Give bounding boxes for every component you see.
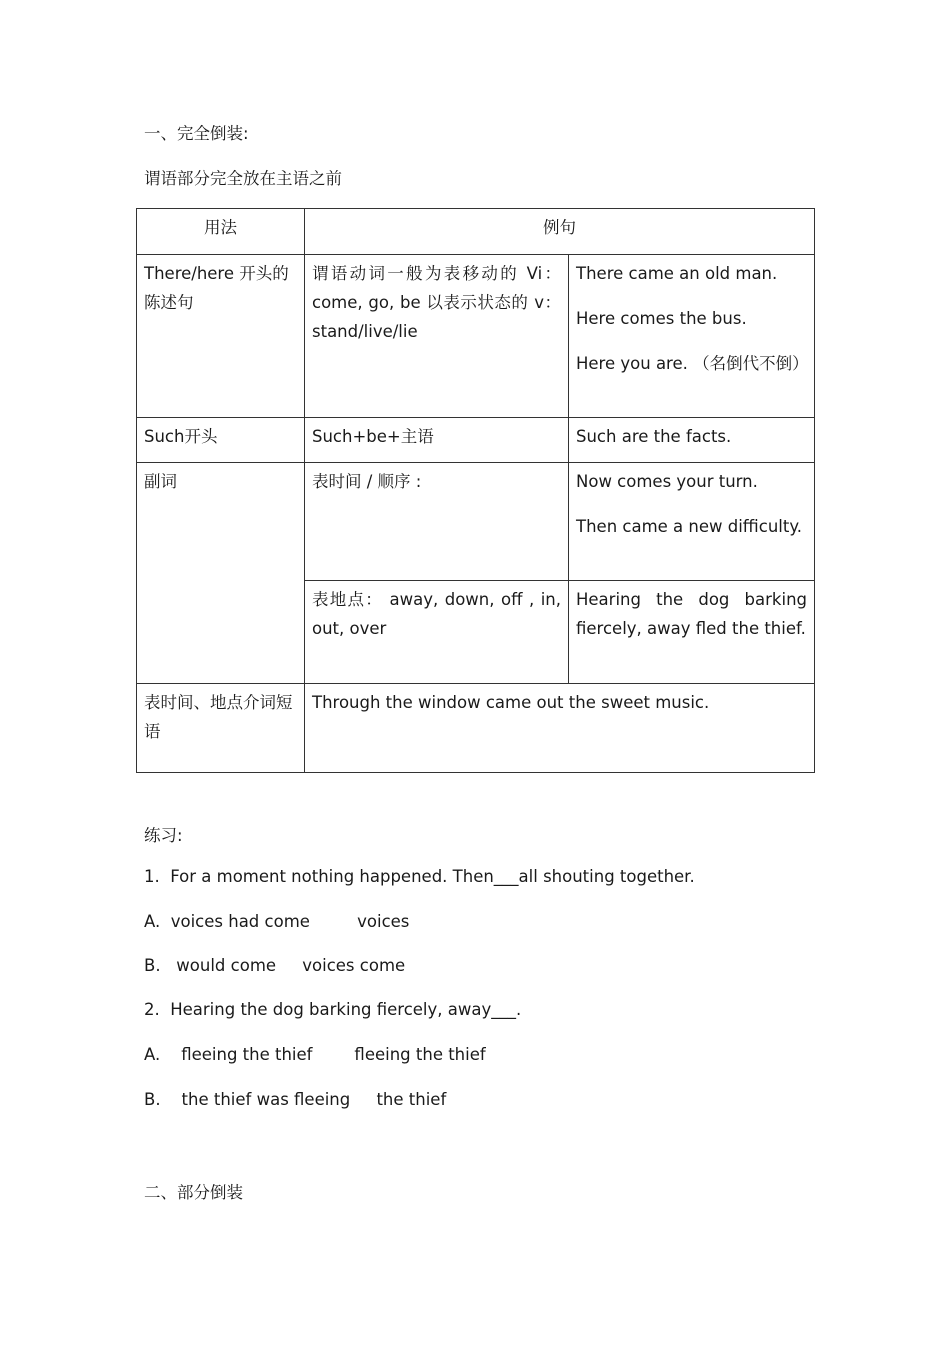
- example-cell: [569, 581, 815, 684]
- exercise-title: 练习:: [144, 826, 183, 845]
- rule-cell: 谓语动词一般为表移动的 Vi：come, go, be 以表示状态的 v：stand/live/lie: [305, 255, 569, 418]
- exercise-question-2: 2. Hearing the dog barking fiercely, away___.: [144, 1000, 522, 1019]
- usage-cell: 表时间、地点介词短语: [137, 684, 305, 773]
- section-subheading: 谓语部分完全放在主语之前: [144, 169, 342, 188]
- exercise-option: A. fleeing the thief fleeing the thief: [144, 1045, 486, 1064]
- example-sentence: Then came a new difficulty.: [576, 517, 802, 536]
- section-heading-full-inversion: 一、完全倒装:: [144, 124, 249, 143]
- example-sentence: Here comes the bus.: [576, 309, 747, 328]
- table-row: [137, 463, 815, 581]
- rule-cell: 表时间 / 顺序 :: [305, 463, 569, 581]
- table-row: [137, 684, 815, 773]
- exercise-question-1: 1. For a moment nothing happened. Then___all shouting together.: [144, 867, 695, 886]
- table-header-row: [137, 209, 815, 255]
- exercise-option: B. the thief was fleeing the thief: [144, 1090, 447, 1109]
- example-sentence: Hearing the dog barking fiercely, away fled the thief.: [576, 590, 807, 638]
- table-row: [137, 418, 815, 463]
- example-cell: [569, 418, 815, 463]
- header-usage: 用法: [137, 209, 305, 255]
- example-cell: Through the window came out the sweet music.: [305, 684, 815, 773]
- example-cell: [569, 463, 815, 581]
- exercise-option: B. would come voices come: [144, 956, 406, 975]
- inversion-usage-table: [136, 208, 815, 773]
- usage-cell: Such开头: [137, 418, 305, 463]
- rule-cell: 表地点： away, down, off , in, out, over: [305, 581, 569, 684]
- example-sentence: Such are the facts.: [576, 427, 732, 446]
- usage-cell: 副词: [137, 463, 305, 684]
- example-sentence: Here you are. （名倒代不倒）: [576, 354, 809, 373]
- example-sentence: There came an old man.: [576, 264, 778, 283]
- example-cell: [569, 255, 815, 418]
- example-sentence: Now comes your turn.: [576, 472, 758, 491]
- rule-cell: Such+be+主语: [305, 418, 569, 463]
- table-row: [137, 255, 815, 418]
- header-example: 例句: [305, 209, 815, 255]
- usage-cell: There/here 开头的陈述句: [137, 255, 305, 418]
- exercise-option: A. voices had come voices: [144, 912, 410, 931]
- section-heading-partial-inversion: 二、部分倒装: [144, 1183, 243, 1202]
